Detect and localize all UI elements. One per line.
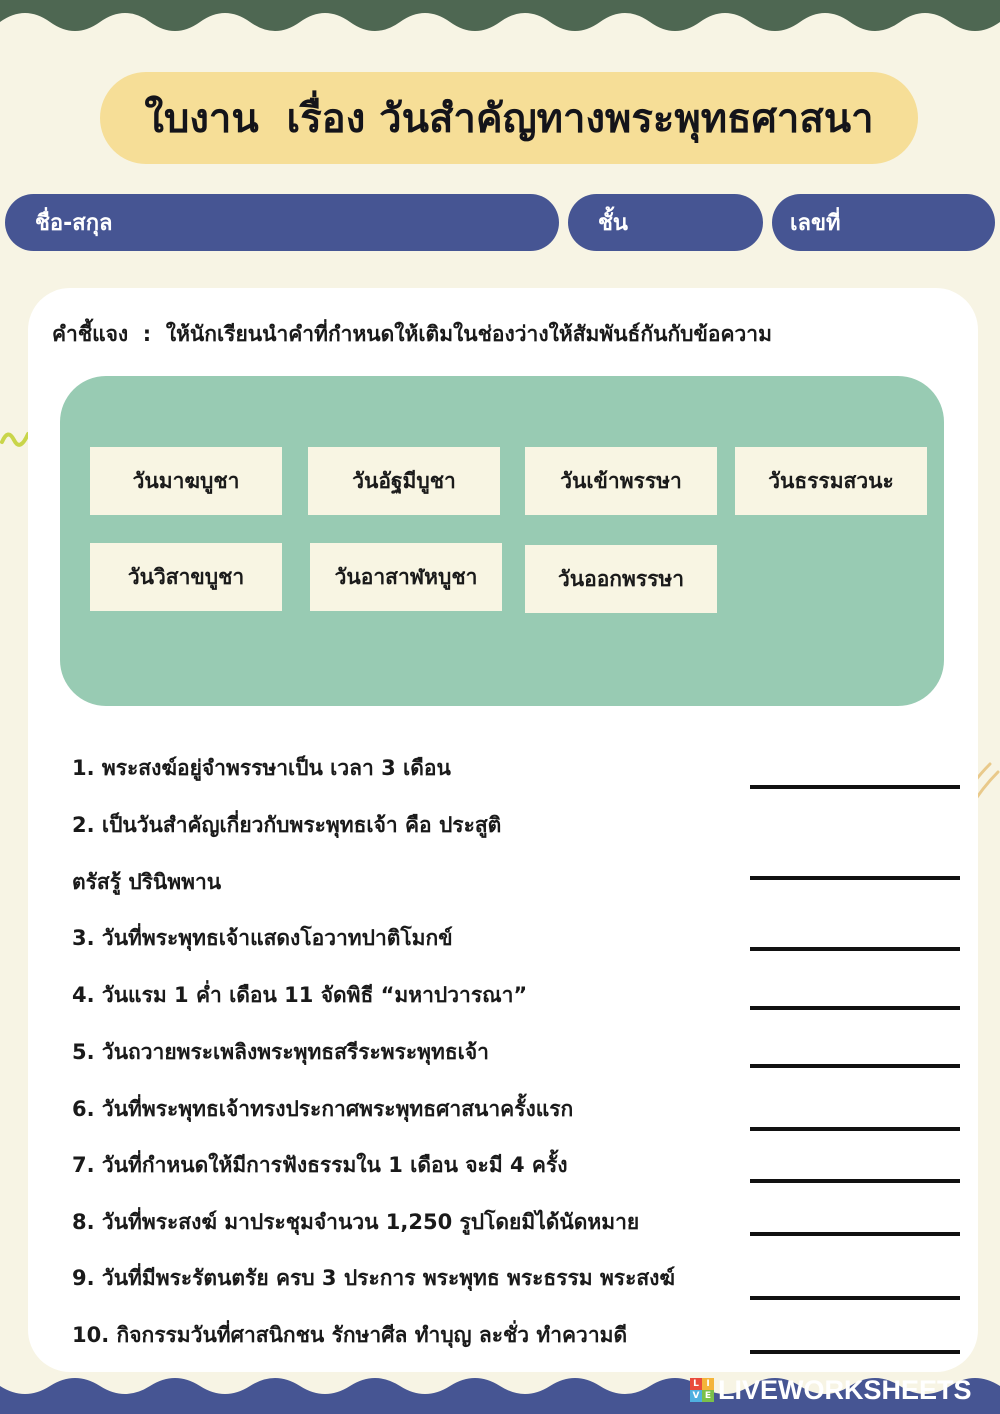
question-text: 10. กิจกรรมวันที่ศาสนิกชน รักษาศีล ทำบุญ ละชั่ว ทำความดี <box>72 1323 628 1347</box>
question-text: 5. วันถวายพระเพลิงพระพุทธสรีระพระพุทธเจ้า <box>72 1040 489 1064</box>
word-card[interactable]: วันมาฆบูชา <box>90 447 282 515</box>
answer-blank-9[interactable] <box>750 1296 960 1300</box>
word-card[interactable]: วันอัฐมีบูชา <box>308 447 500 515</box>
question-text: ตรัสรู้ ปรินิพพาน <box>72 870 222 894</box>
brand-logo-icon: L I V E <box>690 1378 714 1402</box>
answer-blank-3[interactable] <box>750 947 960 951</box>
word-bank <box>60 376 944 706</box>
question-text: 7. วันที่กำหนดให้มีการฟังธรรมใน 1 เดือน จะมี 4 ครั้ง <box>72 1153 568 1177</box>
answer-blank-1[interactable] <box>750 785 960 789</box>
question-text: 4. วันแรม 1 ค่ำ เดือน 11 จัดพิธี “มหาปวารณา” <box>72 983 528 1007</box>
word-card[interactable]: วันอาสาฬหบูชา <box>310 543 502 611</box>
answer-blank-2[interactable] <box>750 876 960 880</box>
answer-blank-5[interactable] <box>750 1064 960 1068</box>
question-text: 3. วันที่พระพุทธเจ้าแสดงโอวาทปาติโมกข์ <box>72 926 453 950</box>
class-label: ชั้น <box>598 211 628 236</box>
title-banner <box>100 72 918 164</box>
question-text: 6. วันที่พระพุทธเจ้าทรงประกาศพระพุทธศาสนาครั้งแรก <box>72 1097 574 1121</box>
number-field[interactable] <box>772 194 995 251</box>
word-card[interactable]: วันออกพรรษา <box>525 545 717 613</box>
question-text: 9. วันที่มีพระรัตนตรัย ครบ 3 ประการ พระพุทธ พระธรรม พระสงฆ์ <box>72 1266 676 1290</box>
liveworksheets-logo <box>690 1374 972 1406</box>
class-field[interactable] <box>568 194 763 251</box>
question-text: 8. วันที่พระสงฆ์ มาประชุมจำนวน 1,250 รูปโดยมิได้นัดหมาย <box>72 1210 640 1234</box>
top-wave-decoration <box>0 0 1000 40</box>
name-label: ชื่อ-สกุล <box>35 211 113 236</box>
instructions-text: คำชี้แจง : ให้นักเรียนนำคำที่กำหนดให้เติมในช่องว่างให้สัมพันธ์กันกับข้อความ <box>52 322 772 346</box>
word-card[interactable]: วันเข้าพรรษา <box>525 447 717 515</box>
answer-blank-6[interactable] <box>750 1127 960 1131</box>
answer-blank-7[interactable] <box>750 1179 960 1183</box>
question-text: 2. เป็นวันสำคัญเกี่ยวกับพระพุทธเจ้า คือ ประสูติ <box>72 813 502 837</box>
answer-blank-10[interactable] <box>750 1350 960 1354</box>
word-card[interactable]: วันธรรมสวนะ <box>735 447 927 515</box>
number-label: เลขที่ <box>790 211 841 236</box>
page-title: ใบงาน เรื่อง วันสำคัญทางพระพุทธศาสนา <box>144 95 874 142</box>
question-text: 1. พระสงฆ์อยู่จำพรรษาเป็น เวลา 3 เดือน <box>72 756 451 780</box>
name-field[interactable] <box>5 194 559 251</box>
word-card[interactable]: วันวิสาขบูชา <box>90 543 282 611</box>
answer-blank-4[interactable] <box>750 1006 960 1010</box>
brand-name: LIVEWORKSHEETS <box>718 1374 972 1405</box>
answer-blank-8[interactable] <box>750 1232 960 1236</box>
